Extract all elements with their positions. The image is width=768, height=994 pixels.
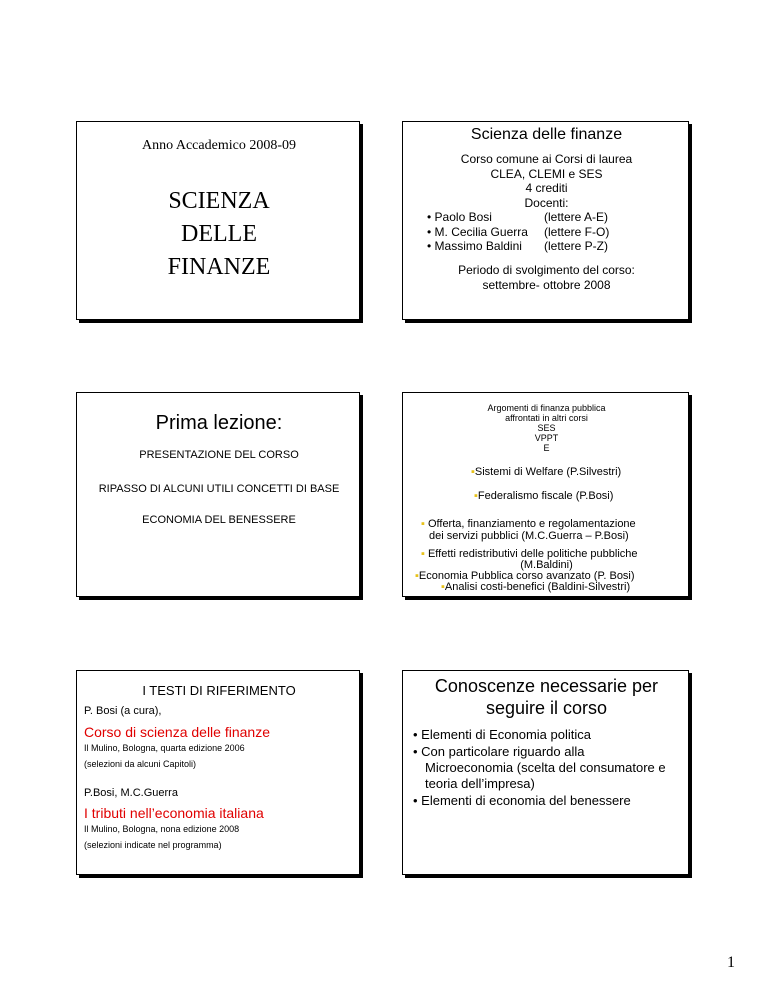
header-line: VPPT — [534, 433, 559, 443]
topic-text: Sistemi di Welfare (P.Silvestri) — [474, 466, 622, 478]
topic-row: ▪Analisi costi-benefici (Baldini-Silvestri) — [441, 581, 631, 593]
topic-text: dei servizi pubblici (M.C.Guerra – P.Bosi) — [429, 530, 629, 542]
teacher-letters: (lettere F-O) — [544, 225, 610, 239]
lesson-item: ECONOMIA DEL BENESSERE — [142, 514, 296, 526]
academic-year: Anno Accademico 2008-09 — [142, 138, 296, 153]
topic-row: ▪Economia Pubblica corso avanzato (P. Bosi) — [415, 570, 635, 582]
topic-text: Effetti redistributivi delle politiche pubbliche — [427, 548, 638, 560]
slide5-title: I TESTI DI RIFERIMENTO — [142, 683, 296, 698]
teacher-row: • M. Cecilia Guerra — [427, 225, 528, 239]
lesson-item: RIPASSO DI ALCUNI UTILI CONCETTI DI BASE — [98, 483, 340, 495]
book2-publisher: Il Mulino, Bologna, nona edizione 2008 — [84, 824, 240, 834]
book1-publisher: Il Mulino, Bologna, quarta edizione 2006 — [84, 743, 245, 753]
header-line: Argomenti di finanza pubblica — [487, 403, 606, 413]
topic-row: ▪Sistemi di Welfare (P.Silvestri) — [471, 466, 622, 478]
slide-6 — [402, 670, 689, 875]
book2-note: (selezioni indicate nel programma) — [84, 840, 222, 850]
slide3-title: Prima lezione: — [155, 412, 283, 434]
prereq-text: Elementi di economia del benessere — [421, 793, 631, 808]
topic-text: Federalismo fiscale (P.Bosi) — [477, 490, 614, 502]
prereq-text: teoria dell’impresa) — [425, 776, 535, 791]
header-line: affrontati in altri corsi — [505, 413, 588, 423]
prereq-text: Elementi di Economia politica — [421, 727, 591, 742]
slide-3 — [76, 392, 360, 597]
slide-4 — [402, 392, 689, 597]
teacher-row: • Massimo Baldini — [427, 239, 522, 253]
title-line-2: DELLE — [181, 221, 257, 247]
topic-row: ▪ Effetti redistributivi delle politiche pubbliche — [421, 548, 638, 560]
course-line-1: Corso comune ai Corsi di laurea — [460, 152, 633, 166]
prereq-row: • Elementi di economia del benessere — [413, 793, 631, 808]
title-line-3: FINANZE — [167, 254, 271, 280]
book2-title: I tributi nell’economia italiana — [84, 805, 264, 821]
header-line: SES — [537, 423, 556, 433]
prereq-text: Con particolare riguardo alla — [421, 744, 585, 759]
prereq-text: Microeconomia (scelta del consumatore e — [425, 760, 666, 775]
lesson-item: PRESENTAZIONE DEL CORSO — [139, 449, 299, 461]
period-value: settembre- ottobre 2008 — [482, 278, 611, 292]
slide-5 — [76, 670, 360, 875]
topic-text: (M.Baldini) — [520, 559, 573, 571]
slide2-title: Scienza delle finanze — [470, 126, 623, 143]
prereq-row: • Con particolare riguardo alla — [413, 744, 585, 759]
course-line-3: 4 crediti — [525, 181, 568, 195]
topic-row: ▪ Offerta, finanziamento e regolamentazione — [421, 518, 636, 530]
topic-text: Economia Pubblica corso avanzato (P. Bosi) — [418, 570, 635, 582]
book1-note: (selezioni da alcuni Capitoli) — [84, 759, 197, 769]
course-line-4: Docenti: — [524, 196, 569, 210]
course-line-2: CLEA, CLEMI e SES — [490, 167, 603, 181]
slide-2 — [402, 121, 689, 320]
prereq-row: • Elementi di Economia politica — [413, 727, 591, 742]
title-line-1: SCIENZA — [168, 188, 270, 214]
teacher-letters: (lettere P-Z) — [544, 239, 609, 253]
book2-author: P.Bosi, M.C.Guerra — [84, 787, 178, 799]
teacher-row: • Paolo Bosi — [427, 210, 492, 224]
topic-row: ▪Federalismo fiscale (P.Bosi) — [474, 490, 614, 502]
book1-author: P. Bosi (a cura), — [84, 705, 162, 717]
teacher-name: Paolo Bosi — [434, 210, 492, 224]
slide6-title-line-2: seguire il corso — [485, 698, 608, 718]
topic-text: Offerta, finanziamento e regolamentazione — [427, 518, 636, 530]
book1-title: Corso di scienza delle finanze — [84, 724, 270, 740]
teacher-name: M. Cecilia Guerra — [434, 225, 528, 239]
teacher-letters: (lettere A-E) — [544, 210, 609, 224]
slide-1 — [76, 121, 360, 320]
teacher-name: Massimo Baldini — [434, 239, 522, 253]
page-number: 1 — [727, 954, 735, 971]
header-line: E — [543, 443, 550, 453]
slide6-title-line-1: Conoscenze necessarie per — [434, 676, 659, 696]
topic-text: Analisi costi-benefici (Baldini-Silvestri) — [444, 581, 631, 593]
period-label: Periodo di svolgimento del corso: — [458, 263, 635, 277]
